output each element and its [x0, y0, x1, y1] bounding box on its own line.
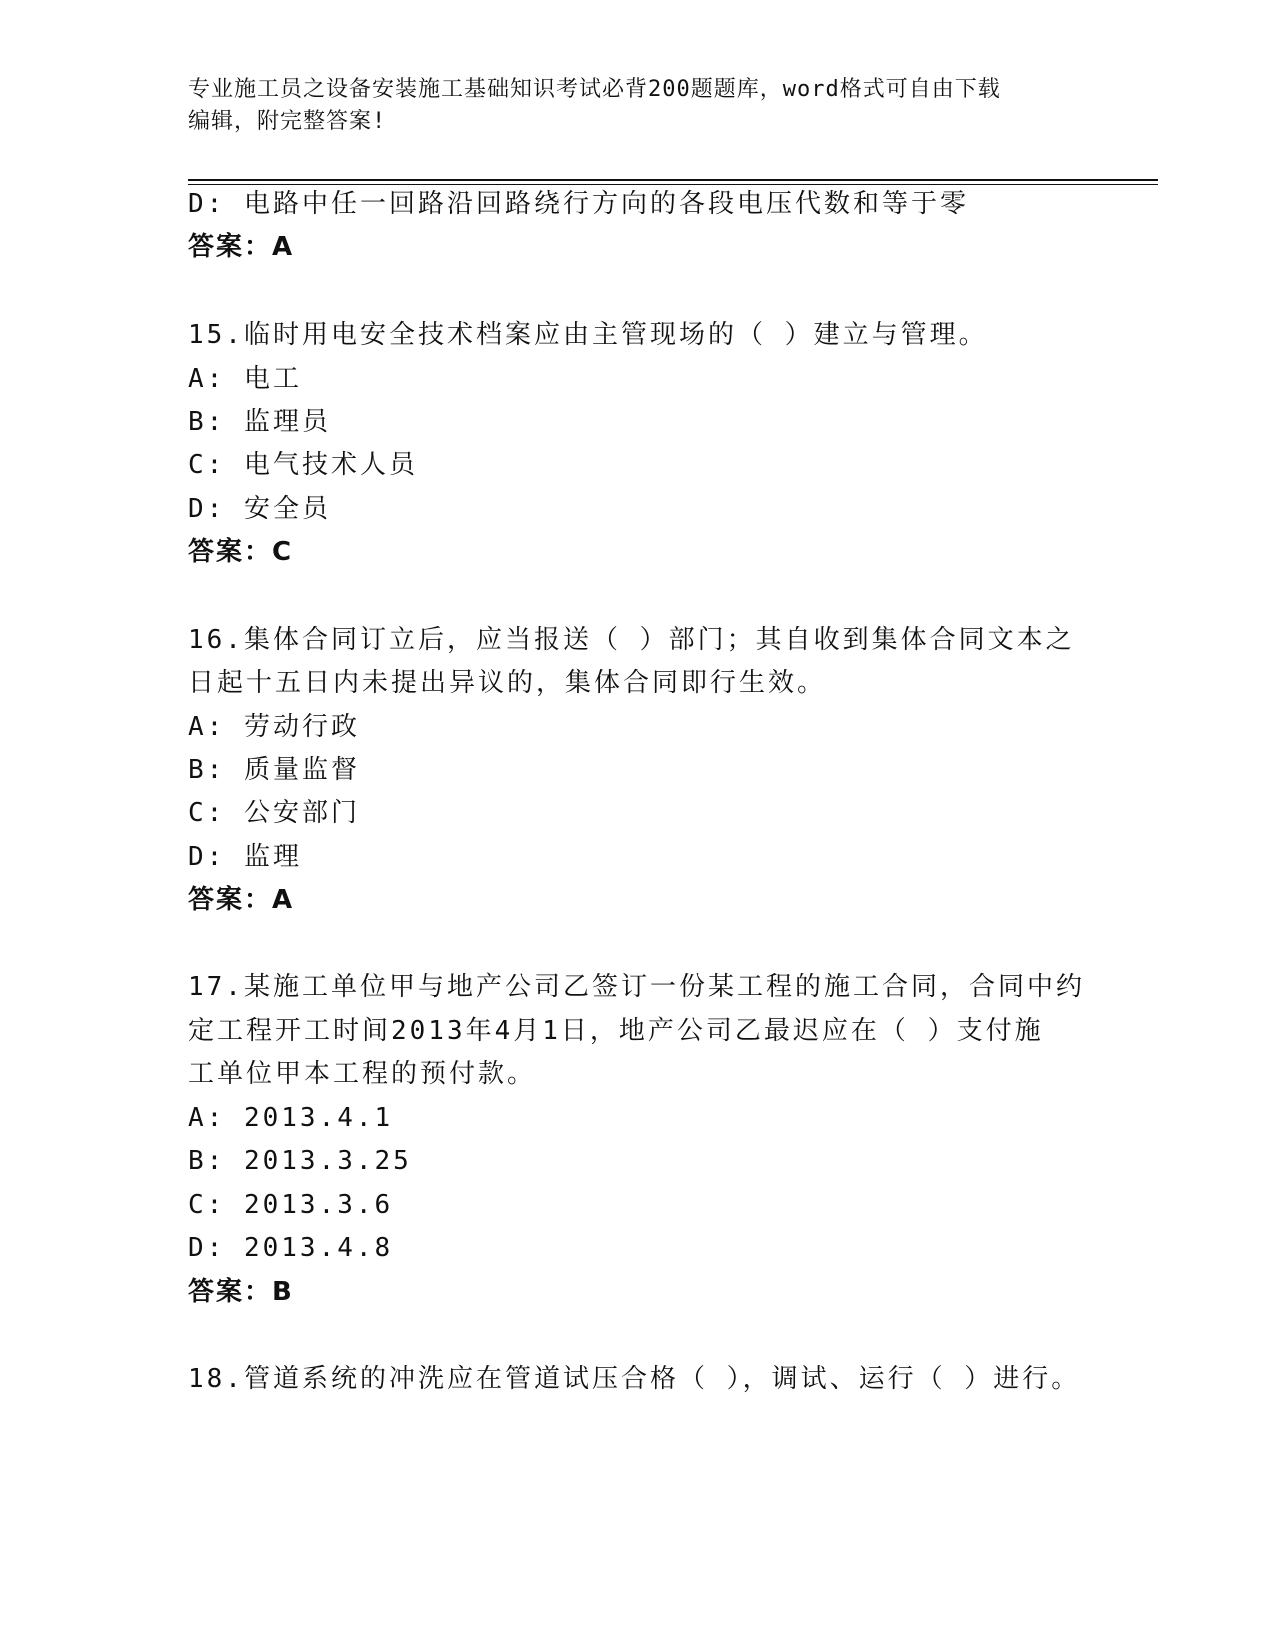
q16-option-d: D: 监理 — [188, 842, 302, 872]
q16-stem-line-2: 日起十五日内未提出异议的，集体合同即行生效。 — [188, 668, 827, 698]
q17-option-c: C: 2013.3.6 — [188, 1190, 394, 1220]
q14-option-d: D: 电路中任一回路沿回路绕行方向的各段电压代数和等于零 — [188, 189, 969, 219]
q15-option-b: B: 监理员 — [188, 407, 331, 437]
q17-stem-line-3: 工单位甲本工程的预付款。 — [188, 1059, 537, 1089]
q17-option-b: B: 2013.3.25 — [188, 1146, 412, 1176]
q17-option-d: D: 2013.4.8 — [188, 1233, 394, 1263]
q15-option-d: D: 安全员 — [188, 494, 331, 524]
q15-answer: 答案：C — [188, 537, 294, 567]
q18-stem: 18.管道系统的冲洗应在管道试压合格（ ），调试、运行（ ）进行。 — [188, 1364, 1081, 1394]
q17-stem-line-1: 17.某施工单位甲与地产公司乙签订一份某工程的施工合同，合同中约 — [188, 972, 1085, 1002]
q15-stem: 15.临时用电安全技术档案应由主管现场的（ ）建立与管理。 — [188, 320, 988, 350]
header-title-line-1: 专业施工员之设备安装施工基础知识考试必背200题题库，word格式可自由下载 — [188, 77, 1001, 102]
header-divider-thick — [188, 179, 1158, 181]
header-divider-thin — [188, 184, 1158, 185]
q17-answer: 答案：B — [188, 1277, 294, 1307]
q16-answer: 答案：A — [188, 885, 295, 915]
q16-option-b: B: 质量监督 — [188, 755, 360, 785]
q16-option-a: A: 劳动行政 — [188, 712, 360, 742]
q16-option-c: C: 公安部门 — [188, 798, 360, 828]
q15-option-c: C: 电气技术人员 — [188, 450, 418, 480]
q14-answer: 答案：A — [188, 232, 295, 262]
q17-option-a: A: 2013.4.1 — [188, 1103, 394, 1133]
document-header — [188, 74, 1088, 138]
q16-stem-line-1: 16.集体合同订立后，应当报送（ ）部门；其自收到集体合同文本之 — [188, 625, 1075, 655]
q15-option-a: A: 电工 — [188, 364, 302, 394]
header-title-line-2: 编辑，附完整答案! — [188, 109, 387, 134]
q17-stem-line-2: 定工程开工时间2013年4月1日，地产公司乙最迟应在（ ）支付施 — [188, 1016, 1044, 1046]
